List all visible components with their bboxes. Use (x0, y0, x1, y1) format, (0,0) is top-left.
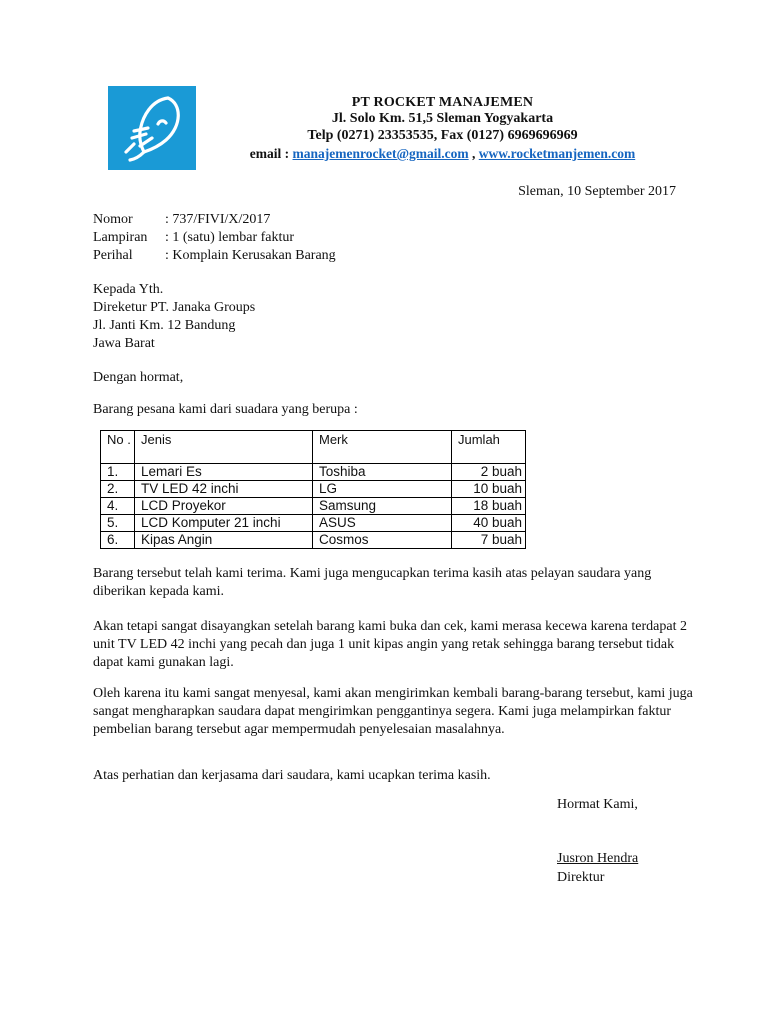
header-merk: Merk (313, 431, 452, 464)
header-jenis: Jenis (135, 431, 313, 464)
cell-merk: Samsung (313, 498, 452, 515)
cell-no: 6. (101, 532, 135, 549)
cell-jenis: LCD Proyekor (135, 498, 313, 515)
cell-no: 4. (101, 498, 135, 515)
signatory-title: Direktur (557, 870, 605, 885)
closing: Hormat Kami, (557, 797, 638, 812)
table-header-row (101, 431, 526, 464)
cell-jumlah: 2 buah (452, 464, 526, 481)
body-paragraph: Oleh karena itu kami sangat menyesal, kami akan mengirimkan kembali barang-barang tersebut, kami juga sangat mengharapkan saudara dapat mengirimkan penggantinya segera. Kami juga melampirkan faktur pembelian barang tersebut agar mempermudah penyelesaian masalahnya. (93, 686, 693, 737)
body-paragraph: Atas perhatian dan kerjasama dari saudara, kami ucapkan terima kasih. (93, 768, 491, 783)
cell-jumlah: 40 buah (452, 515, 526, 532)
letter-date: Sleman, 10 September 2017 (518, 184, 676, 199)
company-phone: Telp (0271) 23353535, Fax (0127) 6969696969 (307, 128, 578, 143)
meta-value-lampiran: : 1 (satu) lembar faktur (165, 230, 295, 245)
cell-merk: Toshiba (313, 464, 452, 481)
cell-no: 5. (101, 515, 135, 532)
contact-separator: , (472, 146, 476, 161)
meta-value-nomor: : 737/FIVI/X/2017 (165, 212, 271, 227)
cell-no: 1. (101, 464, 135, 481)
table-row (101, 498, 526, 515)
recipient-line: Direketur PT. Janaka Groups (93, 300, 256, 315)
cell-merk: ASUS (313, 515, 452, 532)
table-row (101, 515, 526, 532)
body-paragraph: Barang tersebut telah kami terima. Kami juga mengucapkan terima kasih atas pelayan saudara yang diberikan kepada kami. (93, 566, 652, 599)
company-contact (200, 146, 685, 162)
greeting: Dengan hormat, (93, 370, 184, 385)
company-name: PT ROCKET MANAJEMEN (351, 95, 534, 110)
website-link[interactable]: www.rocketmanjemen.com (478, 146, 636, 161)
meta-label-nomor: Nomor (93, 212, 133, 227)
cell-no: 2. (101, 481, 135, 498)
company-address: Jl. Solo Km. 51,5 Sleman Yogyakarta (331, 111, 554, 126)
cell-merk: LG (313, 481, 452, 498)
header-jumlah: Jumlah (452, 431, 526, 464)
table-row (101, 532, 526, 549)
cell-jumlah: 7 buah (452, 532, 526, 549)
cell-jumlah: 10 buah (452, 481, 526, 498)
recipient-line: Jl. Janti Km. 12 Bandung (93, 318, 236, 333)
cell-jenis: Kipas Angin (135, 532, 313, 549)
intro-text: Barang pesana kami dari suadara yang berupa : (93, 402, 358, 417)
items-table (100, 430, 526, 549)
table-row (101, 464, 526, 481)
cell-jenis: TV LED 42 inchi (135, 481, 313, 498)
recipient-line: Jawa Barat (93, 336, 155, 351)
header-no: No . (101, 431, 135, 464)
cell-merk: Cosmos (313, 532, 452, 549)
body-paragraph: Akan tetapi sangat disayangkan setelah barang kami buka dan cek, kami merasa kecewa karena terdapat 2 unit TV LED 42 inchi yang pecah dan juga 1 unit kipas angin yang retak sehingga barang tersebut tidak dapat kami gunakan lagi. (93, 619, 687, 670)
meta-value-perihal: : Komplain Kerusakan Barang (165, 248, 336, 263)
meta-label-lampiran: Lampiran (93, 230, 148, 245)
meta-label-perihal: Perihal (93, 248, 133, 263)
rocket-fish-icon (108, 86, 196, 170)
cell-jenis: LCD Komputer 21 inchi (135, 515, 313, 532)
cell-jenis: Lemari Es (135, 464, 313, 481)
email-link[interactable]: manajemenrocket@gmail.com (292, 146, 469, 161)
cell-jumlah: 18 buah (452, 498, 526, 515)
table-row (101, 481, 526, 498)
recipient-line: Kepada Yth. (93, 282, 164, 297)
email-label: email : (249, 146, 290, 161)
signatory-name: Jusron Hendra (557, 851, 639, 866)
company-logo (108, 86, 196, 170)
